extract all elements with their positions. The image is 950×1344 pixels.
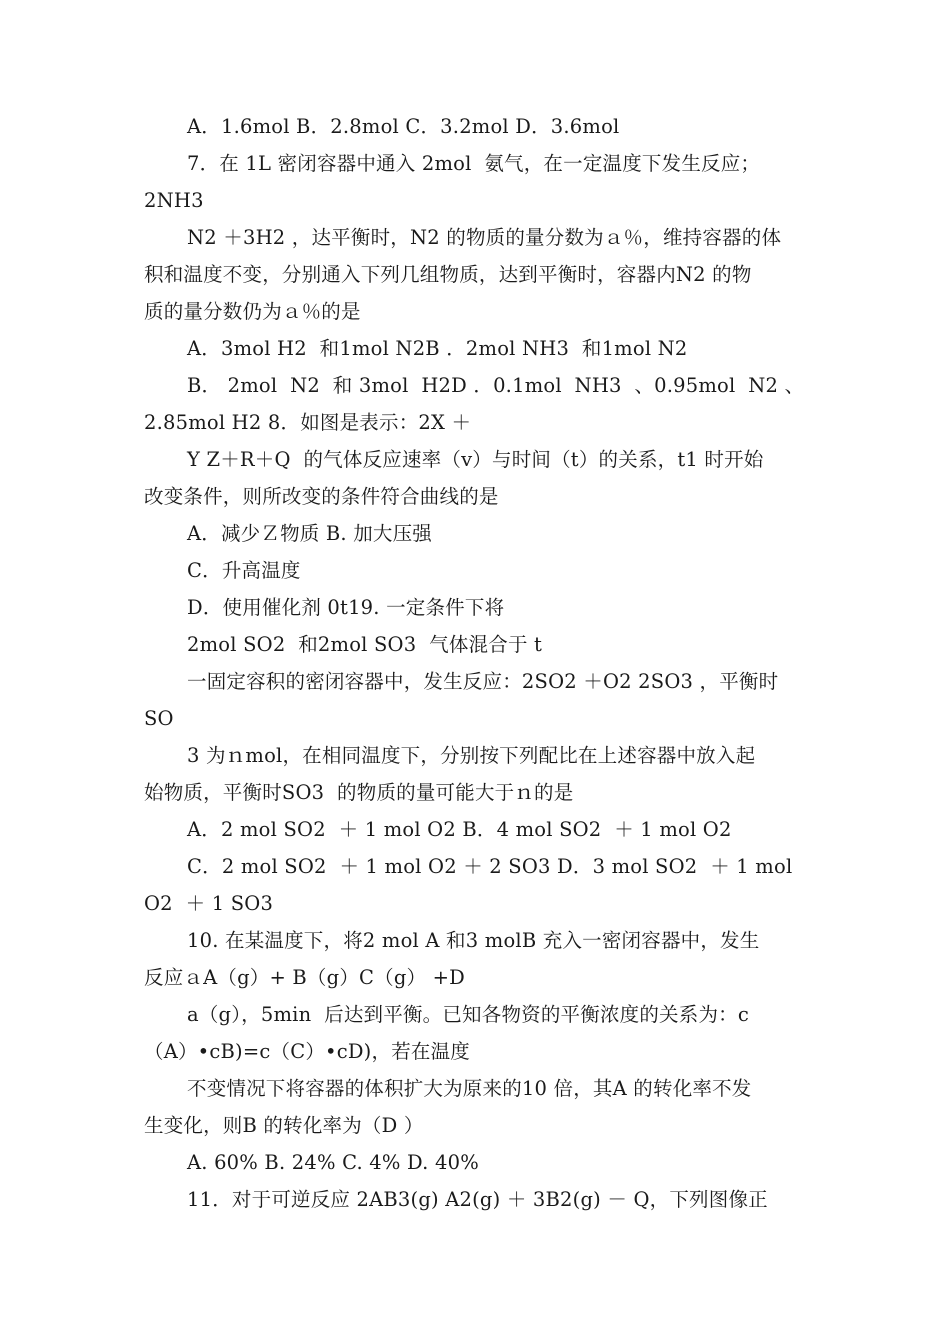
text-line: 不变情况下将容器的体积扩大为原来的10 倍，其A 的转化率不发 [187,1077,752,1100]
text-line: 改变条件，则所改变的条件符合曲线的是 [144,485,499,508]
text-line: 7．在 1L 密闭容器中通入 2mol 氨气，在一定温度下发生反应； [187,152,761,175]
text-line: D．使用催化剂 0t19. 一定条件下将 [187,596,505,619]
text-line: N2 ＋3H2 ，达平衡时，N2 的物质的量分数为ａ％，维持容器的体 [187,226,782,249]
text-line: （A）•cB)=c（C）•cD)，若在温度 [144,1040,470,1063]
text-line: O2 ＋ 1 SO3 [144,892,274,915]
text-line: B． 2mol N2 和 3mol H2D ．0.1mol NH3 、0.95mol N2 、 [187,374,805,397]
text-line: A．减少Ｚ物质 B. 加大压强 [187,522,433,545]
text-line: 2.85mol H2 8．如图是表示：2X ＋ [144,411,472,434]
text-line: 2NH3 [144,189,204,212]
text-line: A．3mol H2 和1mol N2B ．2mol NH3 和1mol N2 [187,337,688,360]
text-line: 11．对于可逆反应 2AB3(g) A2(g) ＋ 3B2(g) － Q，下列图像正 [187,1188,768,1211]
text-line: 2mol SO2 和2mol SO3 气体混合于 t [187,633,543,656]
text-line: 积和温度不变，分别通入下列几组物质，达到平衡时，容器内N2 的物 [144,263,752,286]
text-line: a（g），5min 后达到平衡。已知各物资的平衡浓度的关系为：c [187,1003,749,1026]
text-line: Y Z＋R＋Q 的气体反应速率（v）与时间（t）的关系，t1 时开始 [187,448,764,471]
text-line: 质的量分数仍为ａ％的是 [144,300,361,323]
text-line: A. 60% B. 24% C. 4% D. 40% [187,1151,479,1174]
text-line: 始物质，平衡时SO3 的物质的量可能大于ｎ的是 [144,781,574,804]
text-line: A．1.6mol B．2.8mol C．3.2mol D．3.6mol [187,115,620,138]
text-line: 3 为ｎmol，在相同温度下，分别按下列配比在上述容器中放入起 [187,744,756,767]
text-line: 一固定容积的密闭容器中，发生反应：2SO2 ＋O2 2SO3 ，平衡时 [187,670,779,693]
text-line: SO [144,707,174,730]
text-line: 生变化，则B 的转化率为（D ） [144,1114,424,1137]
text-line: A．2 mol SO2 ＋ 1 mol O2 B．4 mol SO2 ＋ 1 mol O2 [187,818,732,841]
text-line: 10. 在某温度下，将2 mol A 和3 molB 充入一密闭容器中，发生 [187,929,760,952]
text-line: 反应ａA（g）+ B（g）C（g） +D [144,966,465,989]
text-line: C．2 mol SO2 ＋ 1 mol O2 ＋ 2 SO3 D．3 mol SO2 ＋ 1 mol [187,855,793,878]
text-line: C．升高温度 [187,559,301,582]
